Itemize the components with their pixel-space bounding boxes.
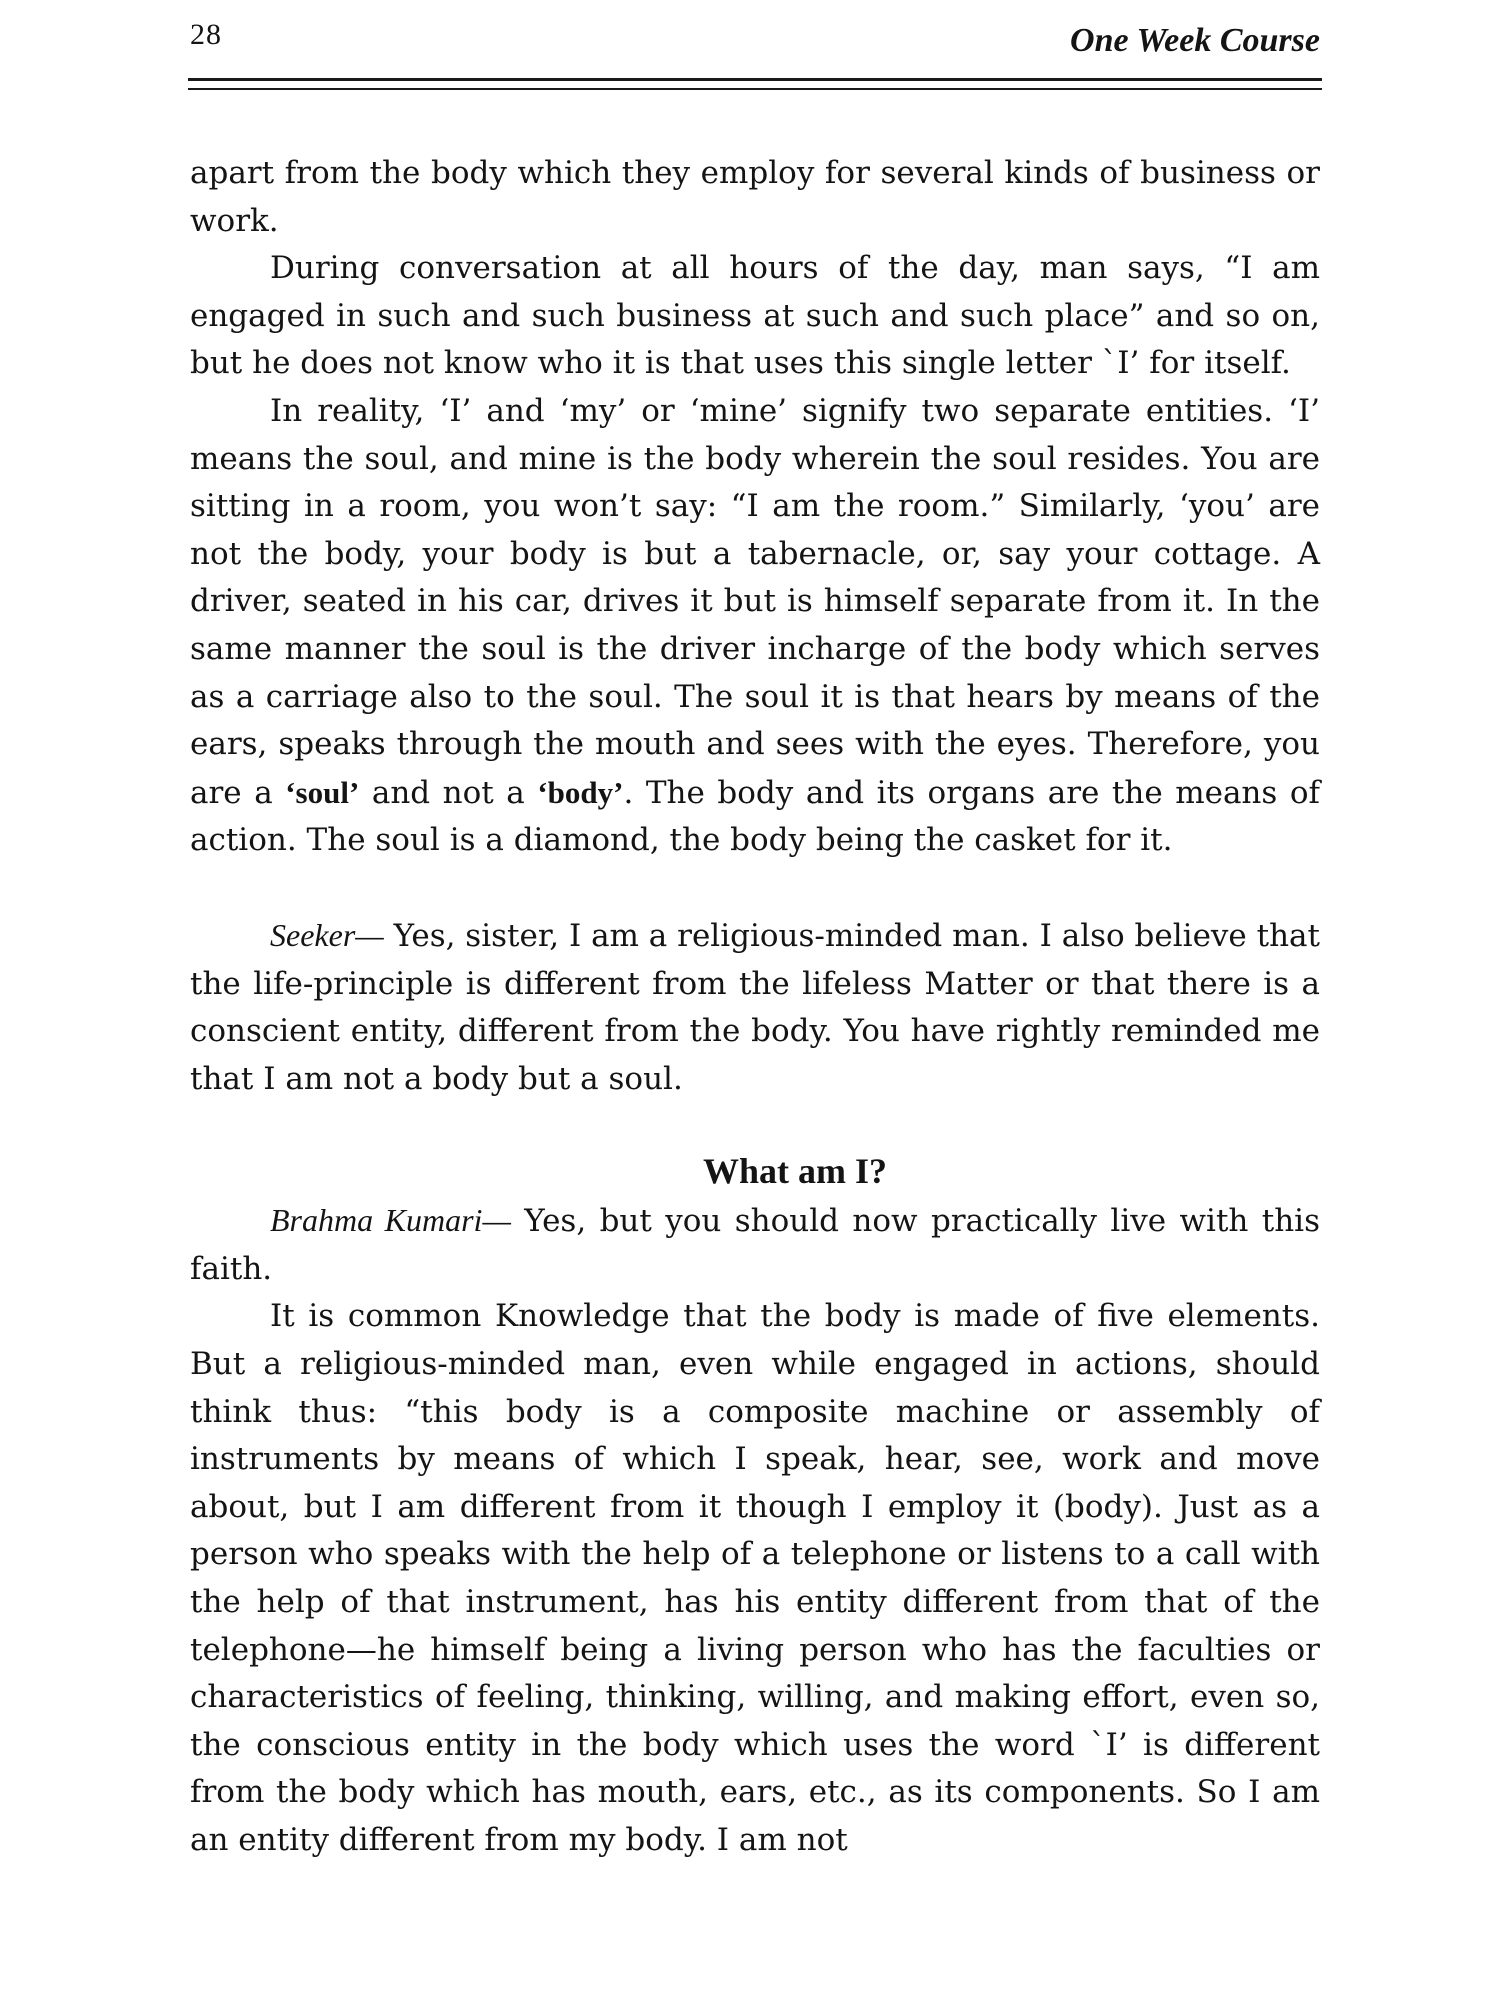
paragraph-continuation: apart from the body which they employ for several kinds of business or work. — [190, 155, 1320, 239]
paragraph-seeker — [190, 912, 1320, 1103]
paragraph-brahma-kumari — [190, 1197, 1320, 1293]
paragraph-conversation: During conversation at all hours of the day, man says, “I am engaged in such and such business at such and such place” and so on, but he does not know who it is that uses this single letter `I’ for itself. — [190, 250, 1320, 382]
section-heading: What am I? — [702, 1151, 887, 1192]
speaker-label-brahma-kumari: Brahma Kumari— — [270, 1202, 511, 1239]
emphasis-body: ‘body’ — [537, 774, 624, 810]
paragraph-reality — [190, 388, 1320, 865]
paragraph-common-knowledge: It is common Knowledge that the body is made of five elements. But a religious-minded man, even while engaged in actions, should think thus: “this body is a composite machine or assembly of instruments by means of which I speak, hear, see, work and move about, but I am different from it though I employ it (body). Just as a person who speaks with the help of a telephone or listens to a call with the help of that instrument, has his entity different from that of the telephone—he himself being a living person who has the faculties or characteristics of feeling, thinking, willing, and making effort, even so, the conscious entity in the body which uses the word `I’ is different from the body which has mouth, ears, etc., as its components. So I am an entity different from my body. I am not — [190, 1298, 1320, 1858]
page-number: 28 — [190, 18, 222, 51]
paragraph-reality-text-1: In reality, ‘I’ and ‘my’ or ‘mine’ signify two separate entities. ‘I’ means the soul, and mine is the body wherein the soul resides. You are sitting in a room, you won’t say: “I am the room.” Similarly, ‘you’ are not the body, your body is but a tabernacle, or, say your cottage. A driver, seated in his car, drives it but is himself separate from it. In the same manner the soul is the driver incharge of the body which serves as a carriage also to the soul. The soul it is that hears by means of the ears, speaks through the mouth and sees with the eyes. Therefore, you are a — [190, 392, 1320, 811]
paragraph-reality-text-mid: and not a — [359, 774, 538, 811]
header-rule-top — [188, 78, 1322, 81]
emphasis-soul: ‘soul’ — [285, 774, 360, 810]
body-text — [190, 150, 1320, 1865]
speaker-label-seeker: Seeker— — [270, 916, 384, 953]
header-rule-bottom — [188, 88, 1322, 90]
paragraph-reality-text-2: . The body and its organs are the means of action. The soul is a diamond, the body being the casket for it. — [190, 774, 1320, 859]
seeker-text: Yes, sister, I am a religious-minded man. I also believe that the life-principle is different from the lifeless Matter or that there is a conscient entity, different from the body. You have rightly reminded me that I am not a body but a soul. — [190, 917, 1320, 1097]
running-title: One Week Course — [1070, 22, 1320, 59]
brahma-kumari-text: Yes, but you should now practically live with this faith. — [190, 1203, 1321, 1287]
